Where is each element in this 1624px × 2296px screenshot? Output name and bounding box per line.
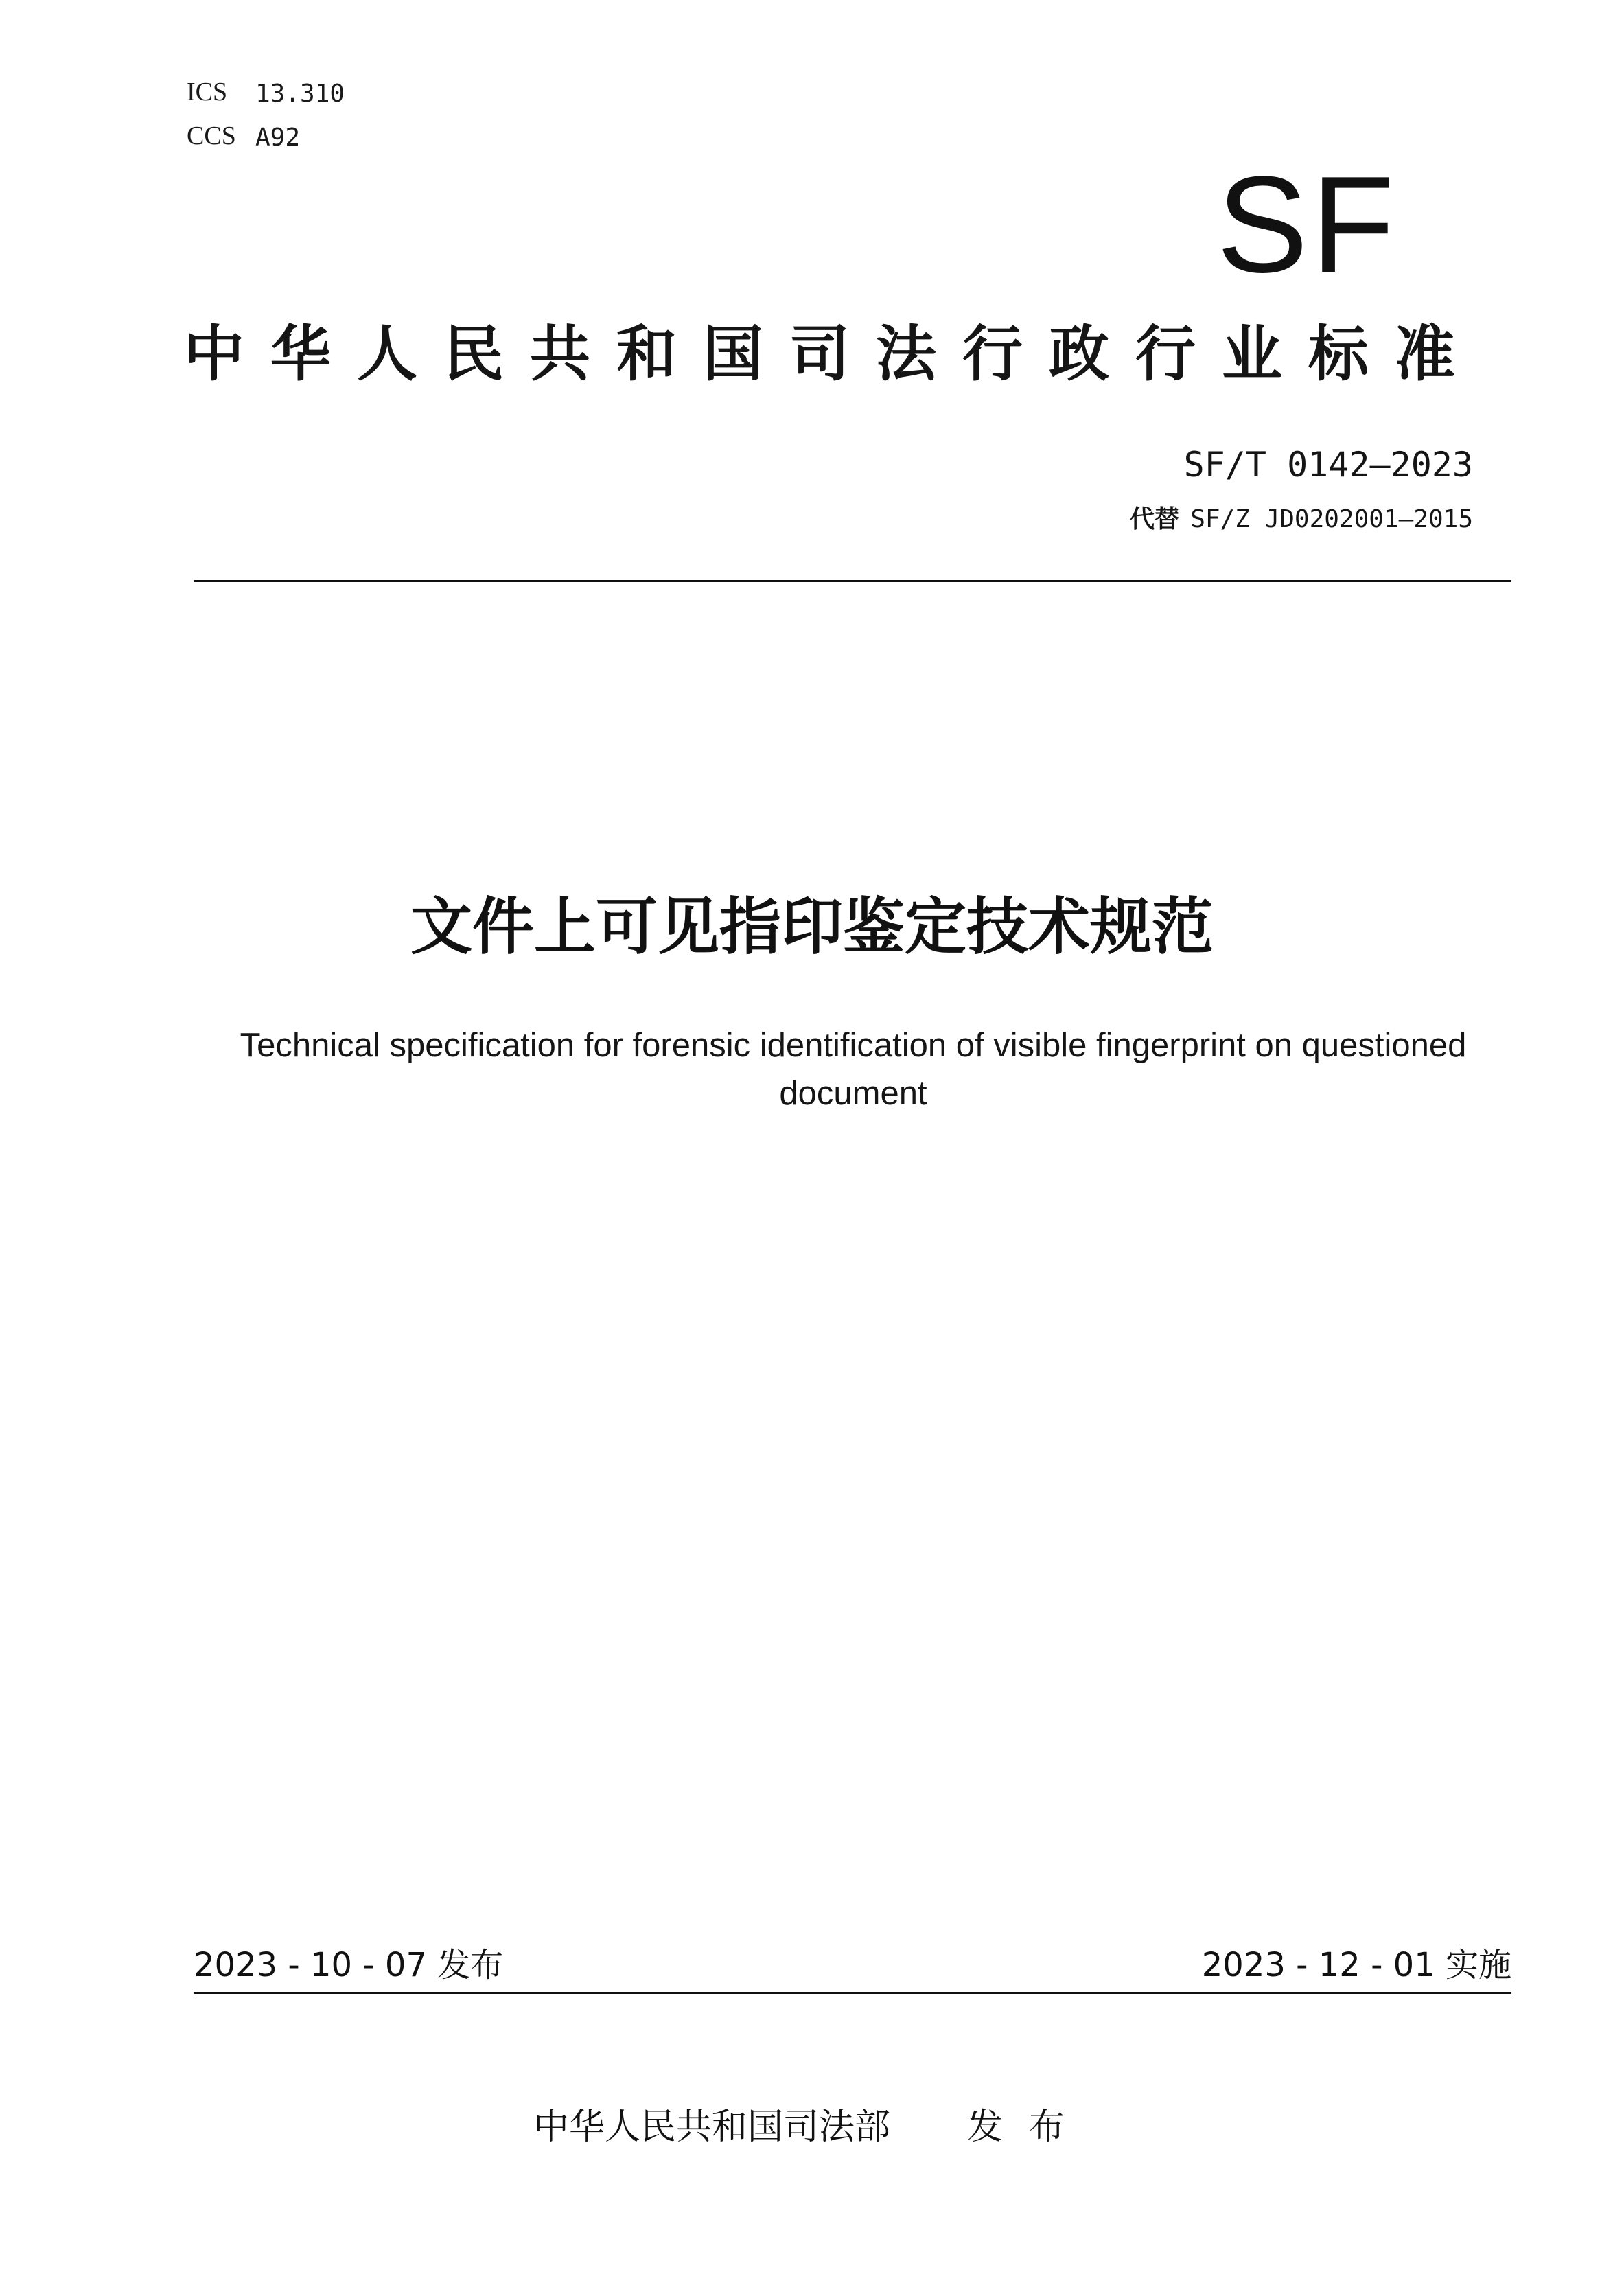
ccs-label: CCS — [187, 121, 236, 150]
publisher-line — [0, 2098, 1624, 2149]
sf-logo: SF — [1216, 148, 1397, 301]
bottom-divider — [194, 1992, 1511, 1994]
replaces-line — [1130, 500, 1473, 535]
chinese-title: 文件上可见指印鉴定技术规范 — [410, 891, 1214, 963]
top-divider — [194, 580, 1511, 582]
issue-date: 2023 - 10 - 07 发布 — [194, 1946, 504, 1984]
publisher-action: 发布 — [967, 2107, 1091, 2148]
english-title: Technical specification for forensic identification of visible fingerprint on questioned document — [240, 1027, 1467, 1112]
replaces-label: 代替 — [1130, 505, 1180, 533]
standard-number: SF/T 0142—2023 — [1183, 445, 1473, 485]
replaces-code: SF/Z JD0202001—2015 — [1190, 505, 1473, 533]
ccs-value: A92 — [255, 124, 301, 152]
ics-value: 13.310 — [255, 80, 345, 108]
standard-type-title: 中华人民共和国司法行政行业标准 — [184, 318, 1482, 389]
implementation-date: 2023 - 12 - 01 实施 — [1201, 1946, 1511, 1984]
publisher-name: 中华人民共和国司法部 — [533, 2107, 890, 2148]
ics-label: ICS — [187, 78, 228, 106]
